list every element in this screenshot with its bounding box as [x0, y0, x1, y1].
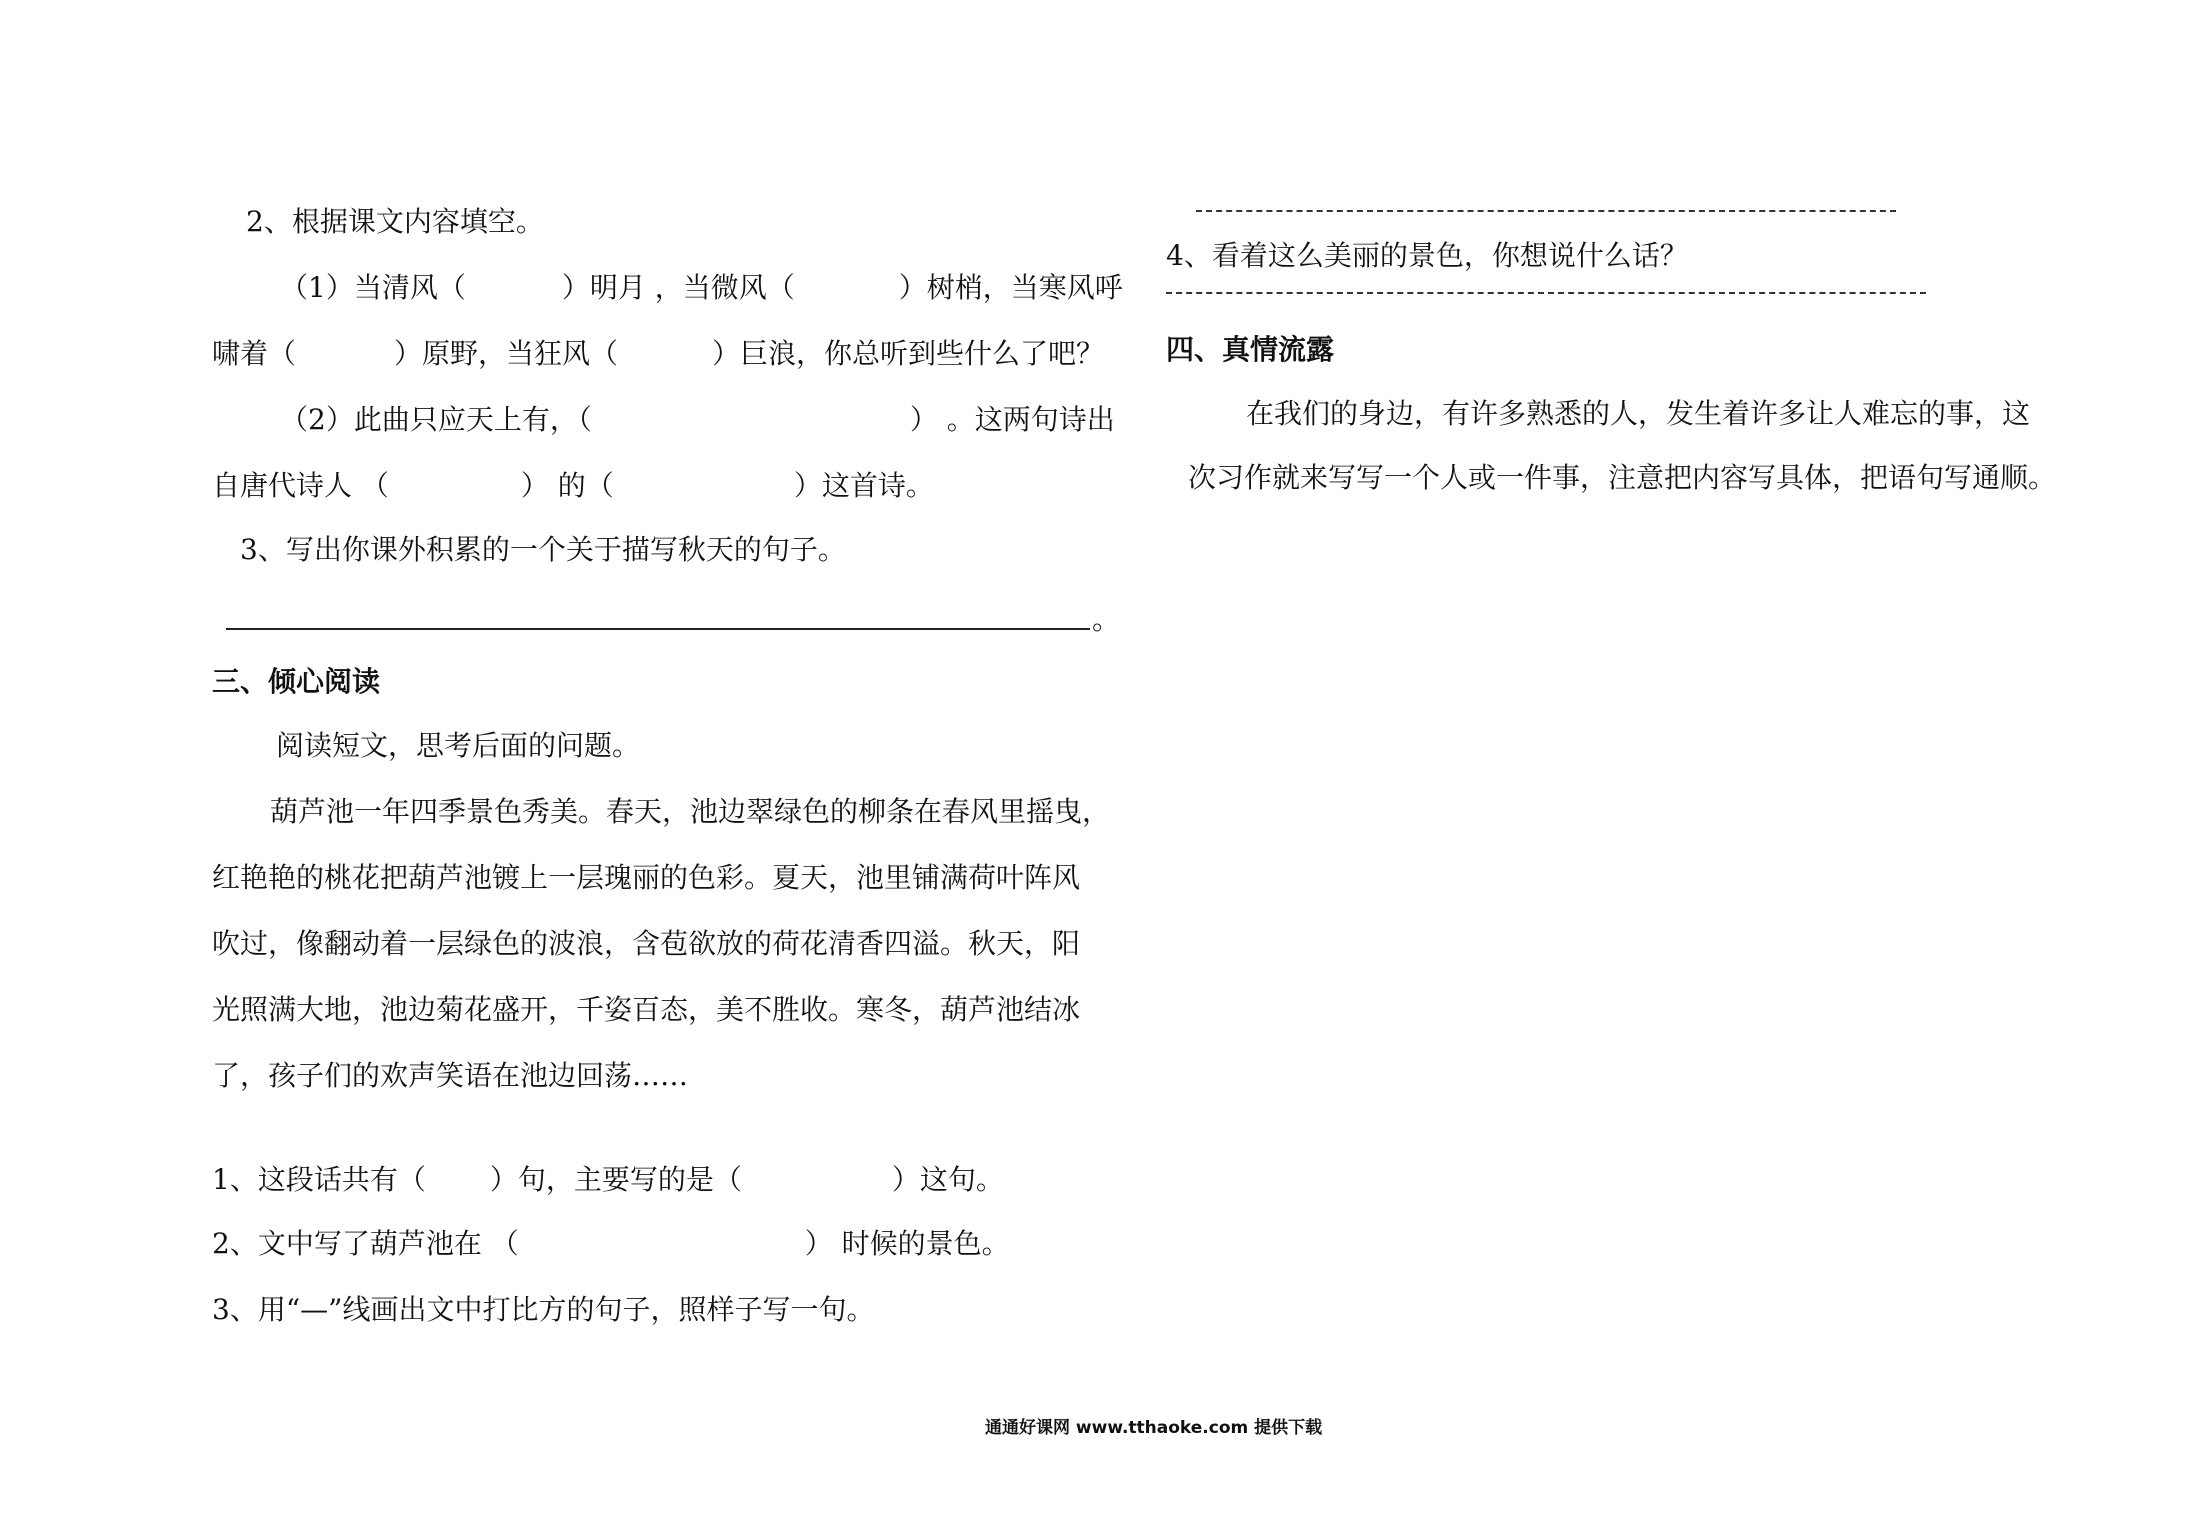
- reading-q3: 3、用“—”线画出文中打比方的句子，照样子写一句。: [212, 1293, 875, 1326]
- section3-intro: 阅读短文，思考后面的问题。: [276, 729, 641, 762]
- q2-1-line1: [280, 268, 1123, 308]
- q2-1-text-e: ）原野，当狂风（: [394, 337, 619, 370]
- answer-dash-line-q4[interactable]: [1166, 292, 1926, 294]
- passage-line-1: 葫芦池一年四季景色秀美。春天，池边翠绿色的柳条在春风里摇曳，: [270, 795, 1111, 828]
- q2-2-line1: [280, 400, 1115, 440]
- q2-2-text-c: 自唐代诗人 （: [212, 469, 389, 502]
- reading-q2-a: 2、文中写了葫芦池在 （: [212, 1227, 519, 1260]
- q2-1-text-f: ）巨浪，你总听到些什么了吧？: [712, 337, 1105, 370]
- q2-1-text-c: ）树梢，当寒风呼: [898, 271, 1123, 304]
- passage-line-4: 光照满大地，池边菊花盛开，千姿百态，美不胜收。寒冬，葫芦池结冰: [212, 993, 1081, 1026]
- section4-title: 四、真情流露: [1166, 333, 1335, 366]
- reading-q2: [212, 1224, 1010, 1264]
- passage-line-2: 红艳艳的桃花把葫芦池镀上一层瑰丽的色彩。夏天，池里铺满荷叶阵风: [212, 861, 1081, 894]
- reading-q1-c: ）这句。: [891, 1163, 1004, 1196]
- passage-line-3: 吹过，像翻动着一层绿色的波浪，含苞欲放的荷花清香四溢。秋天，阳: [212, 927, 1081, 960]
- section4-body-line-1: 在我们的身边，有许多熟悉的人，发生着许多让人难忘的事，这: [1246, 397, 2031, 430]
- q2-title: 2、根据课文内容填空。: [246, 205, 544, 238]
- reading-q1-b: ）句，主要写的是（: [489, 1163, 742, 1196]
- q2-1-text-b: ）明月 ，当微风（: [561, 271, 795, 304]
- q4-prompt: 4、看着这么美丽的景色，你想说什么话？: [1166, 239, 1688, 272]
- q3-prompt: 3、写出你课外积累的一个关于描写秋天的句子。: [240, 533, 846, 566]
- q3-end-mark: 。: [1092, 603, 1121, 636]
- q3-answer-line[interactable]: [226, 628, 1090, 630]
- reading-q2-b: ） 时候的景色。: [804, 1227, 1010, 1260]
- q2-2-text-e: ）这首诗。: [793, 469, 934, 502]
- q2-2-text-a: （2）此曲只应天上有，（: [280, 403, 592, 436]
- q2-2-line2: [212, 466, 934, 506]
- q2-1-text-d: 啸着（: [212, 337, 297, 370]
- passage-line-5: 了，孩子们的欢声笑语在池边回荡……: [212, 1059, 689, 1092]
- q2-1-text-a: （1）当清风（: [280, 271, 466, 304]
- footer-credit: 通通好课网 www.tthaoke.com 提供下载: [985, 1418, 1323, 1438]
- q2-1-line2: [212, 334, 1104, 374]
- reading-q1: [212, 1160, 1004, 1200]
- reading-q1-a: 1、这段话共有（: [212, 1163, 426, 1196]
- section3-title: 三、倾心阅读: [212, 665, 381, 698]
- q2-2-text-b: ） 。这两句诗出: [909, 403, 1115, 436]
- q2-2-text-d: ） 的（: [520, 469, 614, 502]
- answer-dash-line-top[interactable]: [1196, 210, 1896, 212]
- section4-body-line-2: 次习作就来写写一个人或一件事，注意把内容写具体，把语句写通顺。: [1188, 461, 2057, 494]
